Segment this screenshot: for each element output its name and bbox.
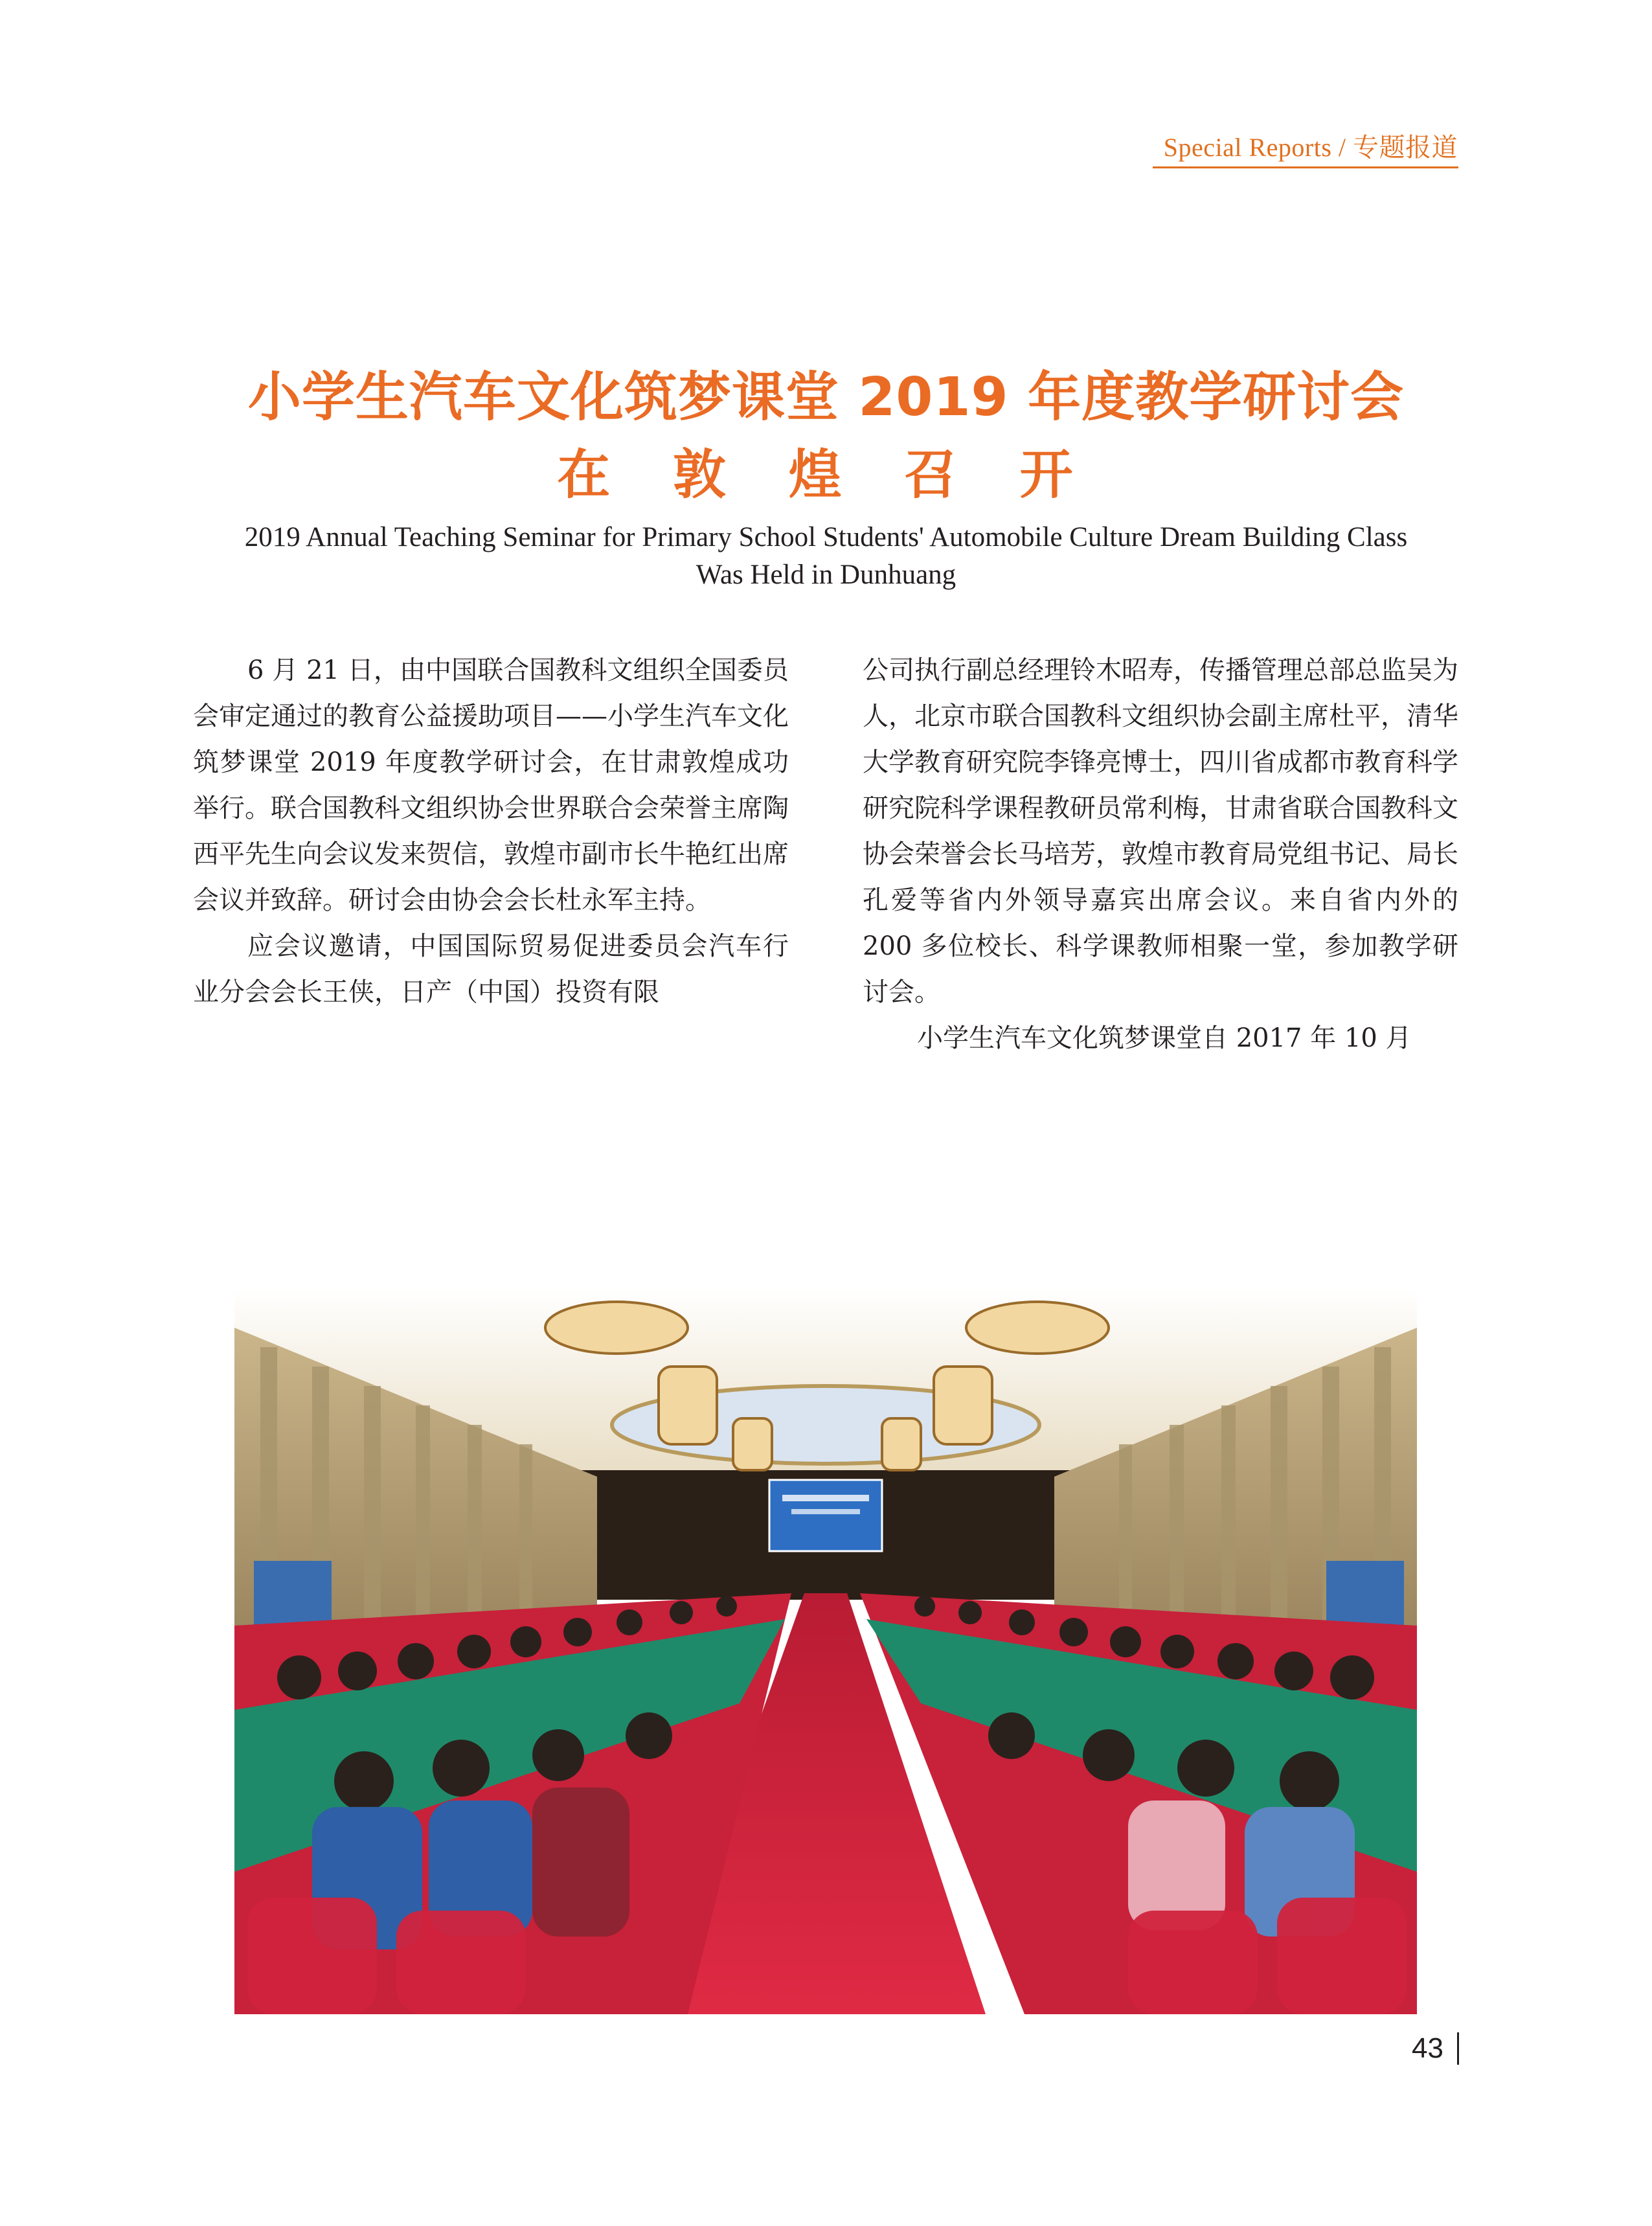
page-number-divider <box>1457 2032 1459 2065</box>
body-paragraph: 6 月 21 日，由中国联合国教科文组织全国委员会审定通过的教育公益援助项目——小学生汽车文化筑梦课堂 2019 年度教学研讨会，在甘肃敦煌成功举行。联合国教科文组织协会世界联合会荣誉主席陶西平先生向会议发来贺信，敦煌市副市长牛艳红出席会议并致辞。研讨会由协会会长杜永军主持。 <box>193 655 789 915</box>
header-rule <box>1153 166 1458 168</box>
article-title-line2: 在 敦 煌 召 开 <box>557 444 1095 506</box>
article-title-line1: 小学生汽车文化筑梦课堂 2019 年度教学研讨会 <box>247 367 1405 428</box>
body-column-right <box>863 648 1458 1062</box>
body-paragraph: 小学生汽车文化筑梦课堂自 2017 年 10 月 <box>917 1023 1412 1053</box>
body-paragraph: 公司执行副总经理铃木昭寿，传播管理总部总监吴为人，北京市联合国教科文组织协会副主席杜平，清华大学教育研究院李锋亮博士，四川省成都市教育科学研究院科学课程教研员常利梅，甘肃省联合国教科文协会荣誉会长马培芳，敦煌市教育局党组书记、局长孔爱等省内外领导嘉宾出席会议。来自省内外的 200 多位校长、科学课教师相聚一堂，参加教学研讨会。 <box>863 655 1458 1007</box>
body-paragraph: 应会议邀请，中国国际贸易促进委员会汽车行业分会会长王侠，日产（中国）投资有限 <box>193 931 789 1007</box>
conference-photo <box>234 1289 1417 2014</box>
english-subtitle-line1: 2019 Annual Teaching Seminar for Primary School Students' Automobile Culture Dream Building Class <box>244 522 1408 552</box>
body-column-left <box>193 648 789 1016</box>
page-number: 43 <box>1412 2032 1443 2064</box>
english-subtitle-line2: Was Held in Dunhuang <box>696 560 956 590</box>
section-header: Special Reports / 专题报道 <box>1163 133 1458 162</box>
conference-photo-illustration <box>234 1289 1417 2014</box>
